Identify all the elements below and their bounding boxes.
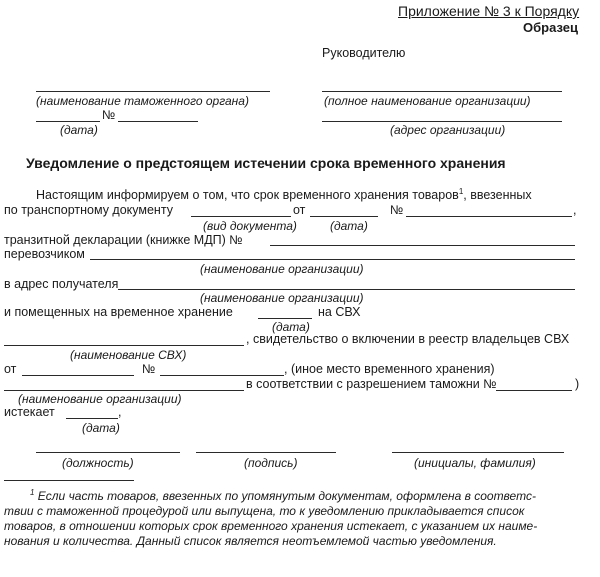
doc-type-caption: (вид документа) — [203, 219, 297, 233]
ot-label: от — [4, 362, 17, 376]
carrier-caption: (наименование организации) — [200, 262, 364, 276]
ot-number-sign: № — [142, 362, 156, 376]
permission-number-line — [496, 390, 572, 391]
recipient-line — [118, 289, 575, 290]
footnote-line-3: товаров, в отношении которых срок временного хранения истекает, с указанием их наиме- — [4, 519, 538, 533]
ot-number-line — [160, 375, 284, 376]
number-sign: № — [102, 108, 116, 122]
certificate-label: , свидетельство о включении в реестр владельцев СВХ — [246, 332, 570, 346]
intro-text: Настоящим информируем о том, что срок временного хранения товаров$^1$, ввезенных — [36, 186, 532, 202]
signature-line — [196, 452, 336, 453]
org-line — [322, 91, 562, 92]
permission-label: в соответствии с разрешением таможни № — [246, 377, 497, 391]
footnote-line-4: нования и количества. Данный список является неотъемлемой частью уведомления. — [4, 534, 497, 548]
transport-doc-label: по транспортному документу — [4, 203, 173, 217]
customs-line — [36, 91, 270, 92]
expires-label: истекает — [4, 405, 55, 419]
signature-caption: (подпись) — [244, 456, 298, 470]
close-paren: ) — [575, 377, 580, 391]
svh-name-caption: (наименование СВХ) — [70, 348, 187, 362]
transit-decl-line — [270, 245, 575, 246]
recipient-caption: (наименование организации) — [200, 291, 364, 305]
name-line — [392, 452, 564, 453]
expires-comma: , — [118, 405, 122, 419]
placed-date-line — [258, 318, 312, 319]
on-svh-label: на СВХ — [318, 305, 361, 319]
expires-date-caption: (дата) — [82, 421, 120, 435]
svh-name-line — [4, 345, 244, 346]
placed-date-caption: (дата) — [272, 320, 310, 334]
date-caption: (дата) — [60, 123, 98, 137]
name-caption: (инициалы, фамилия) — [414, 456, 536, 470]
permission-org-caption: (наименование организации) — [18, 392, 182, 406]
appendix-label: Приложение № 3 к Порядку — [398, 3, 580, 19]
placed-label: и помещенных на временное хранение — [4, 305, 233, 319]
permission-org-line — [4, 390, 244, 391]
sample-label: Образец — [523, 20, 578, 35]
recipient-label: в адрес получателя — [4, 277, 119, 291]
doc-type-line — [191, 216, 291, 217]
footnote-line-1: $^1$ Если часть товаров, ввезенных по упомянутым документам, оформлена в соответс- — [30, 488, 536, 503]
other-place-label: , (иное место временного хранения) — [284, 362, 495, 376]
org-caption: (полное наименование организации) — [324, 94, 531, 108]
customs-caption: (наименование таможенного органа) — [36, 94, 249, 108]
transit-decl-label: транзитной декларации (книжке МДП) № — [4, 233, 243, 247]
carrier-line — [90, 259, 575, 260]
ot-date-line — [22, 375, 134, 376]
address-caption: (адрес организации) — [390, 123, 506, 137]
doc-date-line — [310, 216, 378, 217]
footnote-separator — [4, 480, 134, 481]
doc-number-sign: № — [390, 203, 404, 217]
to-head-label: Руководителю — [322, 46, 406, 60]
position-caption: (должность) — [62, 456, 134, 470]
doc-number-line — [406, 216, 572, 217]
document-title: Уведомление о предстоящем истечении срока временного хранения — [26, 155, 506, 171]
from-label: от — [293, 203, 306, 217]
doc-date-caption: (дата) — [330, 219, 368, 233]
comma: , — [573, 203, 577, 217]
carrier-label: перевозчиком — [4, 247, 85, 261]
expires-date-line — [66, 418, 118, 419]
position-line — [36, 452, 180, 453]
footnote-line-2: твии с таможенной процедурой или выпущена, то к уведомлению прикладывается список — [4, 504, 525, 518]
address-line — [322, 121, 562, 122]
number-line — [118, 121, 198, 122]
date-line — [36, 121, 100, 122]
